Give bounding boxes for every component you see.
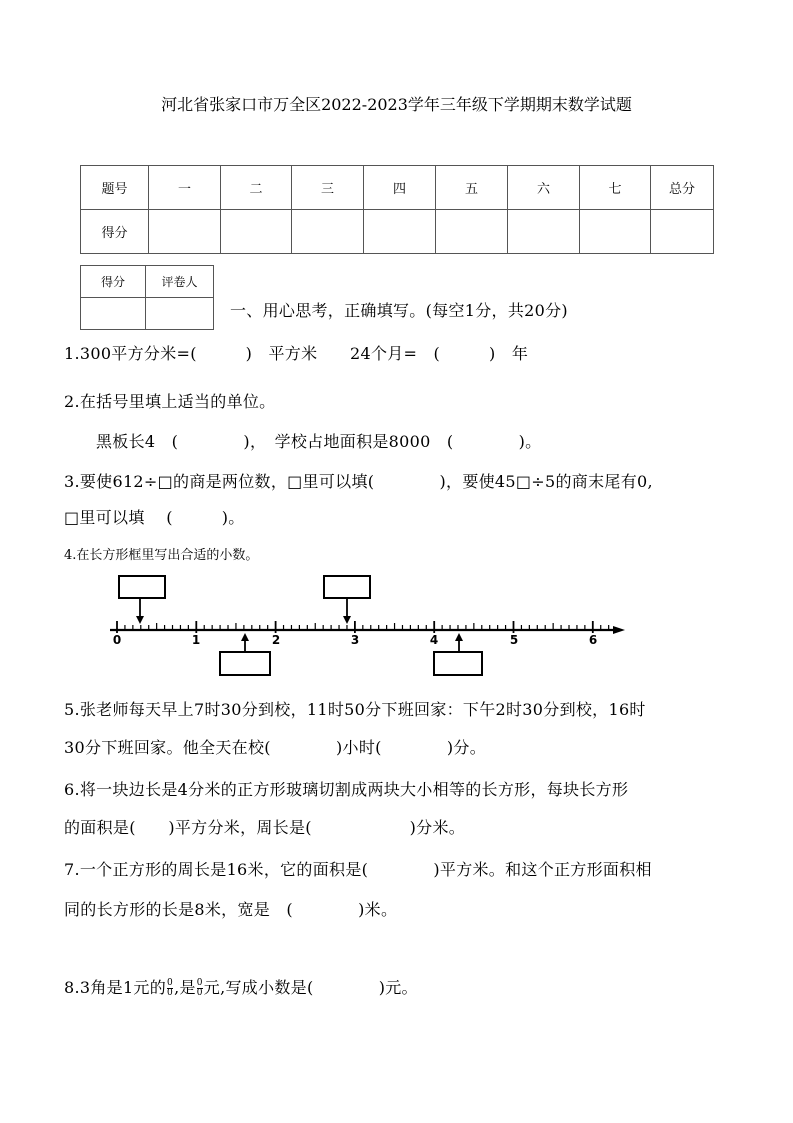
answer-box-top-1[interactable]	[119, 576, 165, 624]
score-cell[interactable]	[436, 210, 508, 254]
fraction-2-denominator: 0	[196, 988, 203, 998]
score-header-cell: 三	[292, 166, 364, 210]
number-line-ticks	[117, 621, 609, 633]
answer-box-bottom-1[interactable]	[220, 633, 270, 675]
score-table-header-row	[81, 166, 714, 210]
score-cell[interactable]	[580, 210, 651, 254]
fraction-1	[167, 979, 173, 998]
number-line-axis	[110, 626, 625, 634]
question-8-mid: ,是	[174, 978, 196, 997]
question-2-items: 黑板长4 ( )， 学校占地面积是8000 ( )。	[96, 432, 542, 451]
fraction-2-numerator: 0	[196, 978, 203, 988]
section-heading: 一、用心思考，正确填写。(每空1分，共20分)	[230, 301, 568, 320]
grader-name-label: 评卷人	[146, 266, 214, 298]
number-line-labels	[113, 633, 597, 647]
score-header-cell: 六	[508, 166, 580, 210]
answer-box-bottom-2[interactable]	[434, 633, 482, 675]
score-header-cell: 一	[149, 166, 221, 210]
question-8-prefix: 8.3角是1元的	[64, 978, 167, 997]
number-line-figure	[105, 572, 635, 682]
score-cell[interactable]	[149, 210, 221, 254]
question-1: 1.300平方分米=( ) 平方米 24个月= ( ) 年	[64, 344, 529, 363]
fraction-1-denominator: 0	[167, 988, 174, 998]
question-4: 4.在长方形框里写出合适的小数。	[64, 548, 259, 563]
grader-score-label: 得分	[81, 266, 146, 298]
question-6-line2: 的面积是( )平方分米，周长是( )分米。	[64, 818, 466, 837]
question-5-line2: 30分下班回家。他全天在校( )小时( )分。	[64, 738, 487, 757]
grader-score-cell[interactable]	[81, 298, 146, 330]
grader-table	[80, 265, 214, 330]
question-6-line1: 6.将一块边长是4分米的正方形玻璃切割成两块大小相等的长方形，每块长方形	[64, 780, 629, 799]
question-3-line1: 3.要使612÷□的商是两位数，□里可以填( )，要使45□÷5的商末尾有0,	[64, 472, 653, 491]
fraction-1-numerator: 0	[167, 978, 174, 988]
score-header-cell: 二	[221, 166, 292, 210]
score-header-cell: 七	[580, 166, 651, 210]
score-header-cell: 五	[436, 166, 508, 210]
question-5-line1: 5.张老师每天早上7时30分到校，11时50分下班回家：下午2时30分到校，16时	[64, 700, 646, 719]
tick-label-3: 3	[350, 633, 360, 647]
score-table	[80, 165, 714, 254]
score-cell[interactable]	[292, 210, 364, 254]
score-cell[interactable]	[364, 210, 436, 254]
tick-label-5: 5	[509, 633, 519, 647]
question-8	[64, 975, 418, 998]
tick-label-6: 6	[588, 633, 598, 647]
question-2: 2.在括号里填上适当的单位。	[64, 392, 276, 411]
tick-label-2: 2	[271, 633, 281, 647]
question-7-line1: 7.一个正方形的周长是16米，它的面积是( )平方米。和这个正方形面积相	[64, 860, 652, 879]
score-header-cell: 四	[364, 166, 436, 210]
answer-box-top-2[interactable]	[324, 576, 370, 624]
score-header-cell: 题号	[81, 166, 149, 210]
grader-name-cell[interactable]	[146, 298, 214, 330]
tick-label-0: 0	[112, 633, 122, 647]
page-title: 河北省张家口市万全区2022-2023学年三年级下学期期末数学试题	[161, 95, 632, 114]
score-cell[interactable]	[651, 210, 714, 254]
fraction-2	[197, 979, 203, 998]
question-7-line2: 同的长方形的长是8米，宽是 ( )米。	[64, 900, 398, 919]
score-header-cell: 总分	[651, 166, 714, 210]
question-8-suffix: 元,写成小数是( )元。	[203, 978, 418, 997]
question-3-line2: □里可以填 ( )。	[64, 508, 245, 527]
score-cell[interactable]	[221, 210, 292, 254]
score-cell[interactable]	[508, 210, 580, 254]
tick-label-4: 4	[429, 633, 439, 647]
score-row-label: 得分	[81, 210, 149, 254]
score-table-score-row	[81, 210, 714, 254]
tick-label-1: 1	[191, 633, 201, 647]
